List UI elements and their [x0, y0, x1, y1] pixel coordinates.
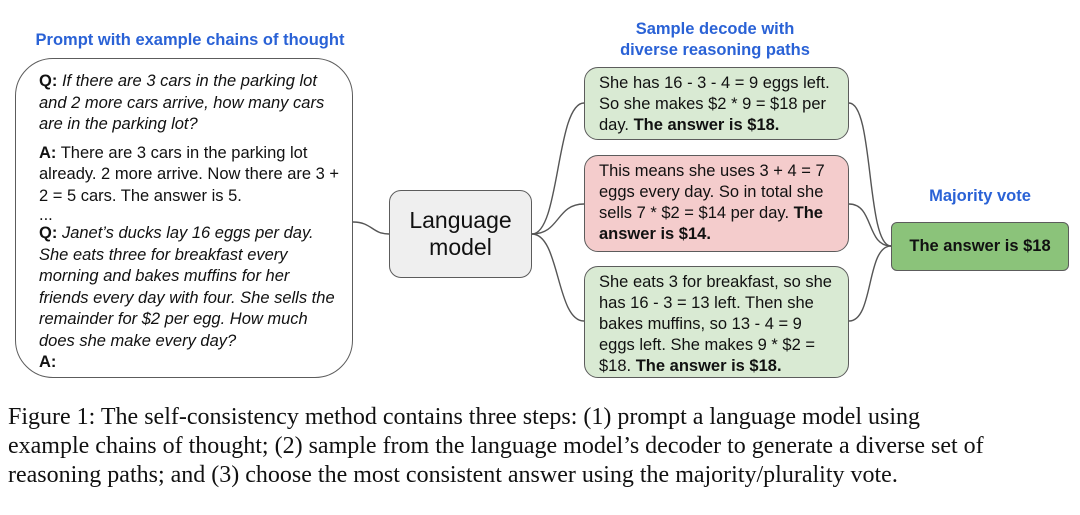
q1-label: Q: — [39, 72, 58, 90]
q2-text: Janet’s ducks lay 16 eggs per day. She eats three for breakfast every morning and bakes muffins for her friends every day with four. She sells the remainder for $2 per egg. How much does she make every day? — [39, 224, 335, 350]
path-2-text: This means she uses 3 + 4 = 7 eggs every day. So in total she sells 7 * $2 = $14 per day. — [599, 162, 825, 222]
caption-line-3: reasoning paths; and (3) choose the most consistent answer using the majority/plurality vote. — [8, 462, 898, 488]
model-to-path3-connector — [532, 234, 584, 321]
sample-heading-line1: Sample decode with — [635, 20, 795, 38]
a1-label: A: — [39, 143, 57, 162]
path-1-text: She has 16 - 3 - 4 = 9 eggs left. So she makes $2 * 9 = $18 per day. — [599, 74, 830, 134]
prompt-answer-2 — [39, 352, 340, 374]
path-2-answer: The answer is $14. — [599, 204, 823, 243]
sample-heading-line2: diverse reasoning paths — [620, 41, 810, 59]
sample-decode-heading — [585, 19, 845, 61]
reasoning-path-2 — [584, 155, 849, 252]
model-to-path1-connector — [532, 103, 584, 234]
prompt-box — [15, 58, 353, 378]
prompt-to-model-connector — [353, 222, 389, 234]
caption-line-1: Figure 1: The self-consistency method contains three steps: (1) prompt a language model using — [8, 404, 921, 430]
prompt-answer-1 — [39, 143, 340, 208]
caption-line-2: example chains of thought; (2) sample from the language model’s decoder to generate a diverse set of — [8, 433, 984, 459]
path-3-text: She eats 3 for breakfast, so she has 16 - 3 = 13 left. Then she bakes muffins, so 13 - 4 = 9 eggs left. She makes 9 * $2 = $18. — [599, 273, 832, 375]
language-model-line1: Language — [409, 207, 512, 233]
path2-to-vote-connector — [849, 204, 891, 246]
path3-to-vote-connector — [849, 246, 891, 321]
prompt-ellipsis: ... — [39, 206, 53, 224]
figure-caption — [8, 403, 1074, 490]
language-model-line2: model — [429, 234, 492, 260]
path-1-answer: The answer is $18. — [633, 116, 780, 134]
prompt-question-2 — [39, 223, 340, 352]
q1-text: If there are 3 cars in the parking lot and 2 more cars arrive, how many cars are in the parking lot? — [39, 72, 325, 133]
majority-vote-answer: The answer is $18 — [891, 222, 1069, 271]
a1-text: There are 3 cars in the parking lot already. 2 more arrive. Now there are 3 + 2 = 5 cars. The answer is 5. — [39, 143, 340, 205]
a2-label: A: — [39, 353, 57, 371]
language-model-box — [389, 190, 532, 278]
reasoning-path-1 — [584, 67, 849, 140]
prompt-question-1 — [39, 71, 340, 136]
path-3-answer: The answer is $18. — [635, 357, 782, 375]
prompt-heading: Prompt with example chains of thought — [35, 31, 345, 49]
majority-vote-heading: Majority vote — [929, 187, 1031, 205]
q2-label: Q: — [39, 224, 58, 242]
reasoning-path-3 — [584, 266, 849, 378]
